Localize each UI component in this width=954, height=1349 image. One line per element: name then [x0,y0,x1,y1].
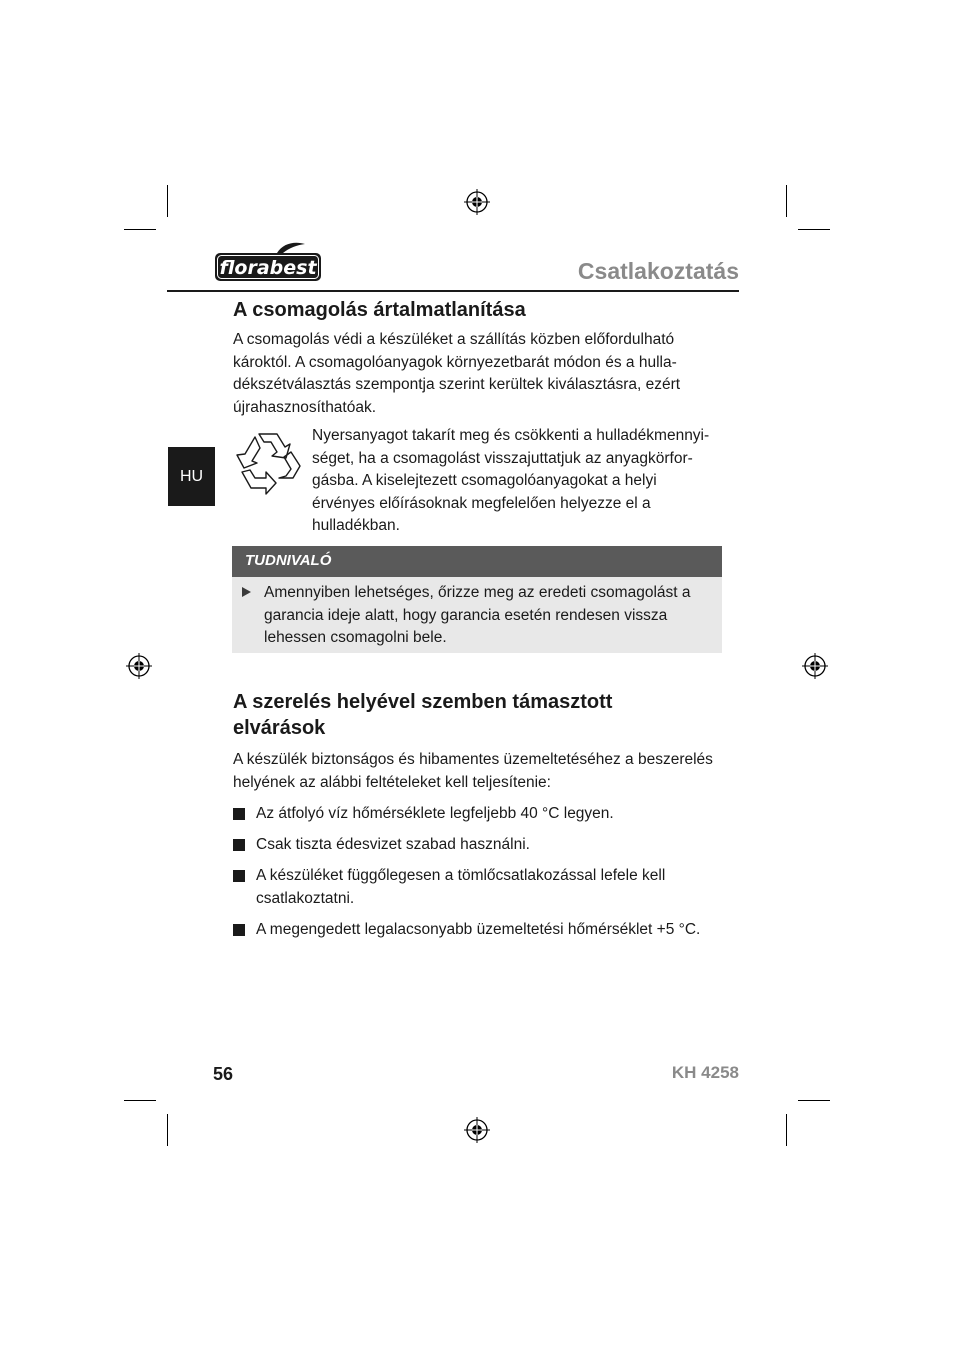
registration-mark-icon [464,1117,490,1143]
paragraph-line: dékszétválasztás szempontja szerint kerültek kiválasztásra, ezért [233,376,681,393]
list-item [256,865,736,910]
section-heading: A csomagolás ártalmatlanítása [233,299,526,321]
list-item [256,919,736,942]
crop-mark [798,229,830,230]
brand-logo [213,241,323,283]
notice-line: lehessen csomagolni bele. [264,629,447,646]
bullet-square-icon [233,808,245,820]
list-item-line: csatlakoztatni. [256,889,355,907]
section-heading [233,689,733,741]
paragraph-line: séget, ha a csomagolást visszajuttatjuk az anyagkörfor- [312,449,693,467]
crop-mark [124,1100,156,1101]
paragraph-line: gásba. A kiselejtezett csomagolóanyagokat a helyi [312,472,657,489]
paragraph-line: érvényes előírásoknak megfelelően helyezze el a [312,494,651,512]
list-item-line: A készüléket függőlegesen a tömlőcsatlakozással lefele kell [256,867,666,884]
paragraph-line: Nyersanyagot takarít meg és csökkenti a hulladékmennyi- [312,427,710,444]
page-number: 56 [213,1064,234,1084]
notice-line: Amennyiben lehetséges, őrizze meg az eredeti csomagolást a [264,584,691,601]
bullet-square-icon [233,839,245,851]
list-item [256,803,736,826]
brand-logo-text: florabest [219,257,317,279]
paragraph-line: helyének az alábbi feltételeket kell teljesítenie: [233,773,551,791]
paragraph-line: károktól. A csomagolóanyagok környezetbarát módon és a hulla- [233,353,677,371]
header-divider [167,290,739,292]
crop-mark [167,1114,168,1146]
crop-mark [798,1100,830,1101]
registration-mark-icon [126,653,152,679]
notice-box [232,546,722,653]
bullet-square-icon [233,870,245,882]
paragraph-line: A csomagolás védi a készüléket a szállítás közben előfordulható [233,331,675,348]
language-tab [168,447,215,506]
bullet-square-icon [233,924,245,936]
section-title: Csatlakoztatás [577,258,739,284]
section-paragraph [233,329,723,419]
paragraph-line: hulladékban. [312,517,400,534]
section-intro [233,749,733,794]
paragraph-line: újrahasznosíthatóak. [233,398,377,416]
registration-mark-icon [464,189,490,215]
heading-line: elvárások [233,717,326,739]
language-tab-label: HU [179,468,204,485]
crop-mark [124,229,156,230]
recycle-paragraph [312,425,732,538]
notice-text [264,582,709,650]
model-number: KH 4258 [671,1063,739,1082]
notice-header [232,546,722,577]
crop-mark [167,185,168,217]
list-item [256,834,736,857]
crop-mark [786,185,787,217]
list-item-line: Az átfolyó víz hőmérséklete legfeljebb 40 °C legyen. [256,805,614,822]
list-item-line: A megengedett legalacsonyabb üzemeltetési hőmérséklet +5 °C. [256,921,701,938]
crop-mark [786,1114,787,1146]
notice-line: garancia ideje alatt, hogy garancia esetén rendesen vissza [264,606,668,624]
paragraph-line: A készülék biztonságos és hibamentes üzemeltetéséhez a beszerelés [233,751,713,768]
notice-title: TUDNIVALÓ [245,552,332,569]
list-item-line: Csak tiszta édesvizet szabad használni. [256,836,530,853]
registration-mark-icon [802,653,828,679]
arrow-right-icon [242,587,251,597]
heading-line: A szerelés helyével szemben támasztott [233,691,613,713]
recycle-icon [232,428,306,498]
